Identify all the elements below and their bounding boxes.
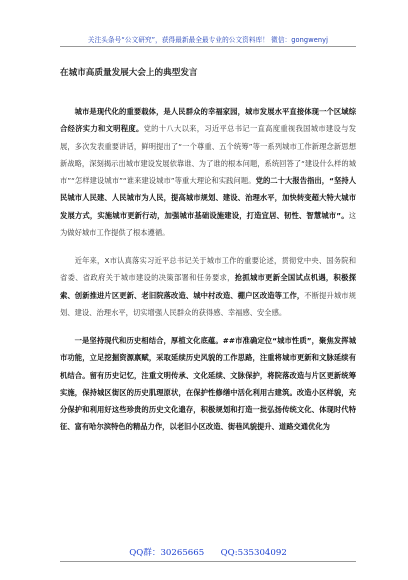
footer-qq-number: QQ:535304092 <box>220 548 287 558</box>
paragraph-3 <box>60 332 356 436</box>
paragraph-2 <box>60 252 356 321</box>
paragraph-3-lead: 一是坚持现代和历史相结合，厚植文化底蕴。 <box>74 336 223 345</box>
document-body <box>60 103 356 447</box>
header-divider <box>60 46 356 47</box>
paragraph-1-bold-tail: 党的二十大报告指出，“坚持人民城市人民建、人民城市为人民，提高城市规划、建设、治理水平，加快转变超大特大城市发展方式，实施城市更新行动，加强城市基础设施建设，打造宜居、韧性、智慧城市”。 <box>60 176 356 220</box>
paragraph-1 <box>60 103 356 241</box>
footer-divider <box>60 561 356 562</box>
paragraph-2-bold-tail: 抢抓城市更新全国试点机遇，积极探索、创新推进片区更新、老旧院落改造、城中村改造、棚户区改造等工作， <box>60 273 357 300</box>
header-banner-text: 关注头条号“公文研究”，获得最新最全最专业的公文资料库！ 微信：gongwenyj <box>87 36 329 44</box>
footer-qq-group: QQ群：30265665 <box>129 548 205 558</box>
header-banner-link[interactable] <box>60 34 356 44</box>
paragraph-2-tail: 不断提升城市规划、建设、治理水平，切实增强人民群众的获得感、幸福感、安全感。 <box>60 290 357 317</box>
paragraph-3-body: ##市准确定位“城市性质”，聚焦发挥城市功能，立足挖掘资源禀赋，采取延续历史风貌的工作思路，注重将城市更新和文脉延续有机结合。留有历史记忆，注重文明传承、文化延续、文脉保护，将院落改造与片区更新统筹实施，保持城区街区的历史肌理原状，在保护性修缮中活化利用古建筑。改造小区样貌，充分保护和利用好这些珍贵的历史文化遗存，积极规划和打造一批弘扬传统文化、体现时代特征、富有哈尔滨特色的精品力作，以老旧小区改造、街巷风貌提升、道路交通优化为 <box>60 336 356 432</box>
paragraph-1-lead: 城市是现代化的重要载体，是人民群众的幸福家园，城市发展水平直接体现一个区域综合经济实力和文明程度。 <box>60 107 356 134</box>
document-title: 在城市高质量发展大会上的典型发言 <box>60 68 198 78</box>
paragraph-1-tail: 这为做好城市工作提供了根本遵循。 <box>60 210 356 237</box>
paragraph-1-body: 党的十八大以来，习近平总书记一直高度重视我国城市建设与发展，多次发表重要讲话，鲜明提出了“一个尊重、五个统筹”等一系列城市工作新理念新思想新战略，深刻揭示出城市建设发展依靠谁、为了谁的根本问题，系统回答了“建设什么样的城市”“怎样建设城市”“谁来建设城市”等重大理论和实践问题。 <box>60 124 357 185</box>
paragraph-2-body: 近年来，X市认真落实习近平总书记关于城市工作的重要论述，贯彻党中央、国务院和省委、省政府关于城市建设的决策部署和任务要求， <box>60 256 356 283</box>
footer-contact <box>60 546 356 558</box>
